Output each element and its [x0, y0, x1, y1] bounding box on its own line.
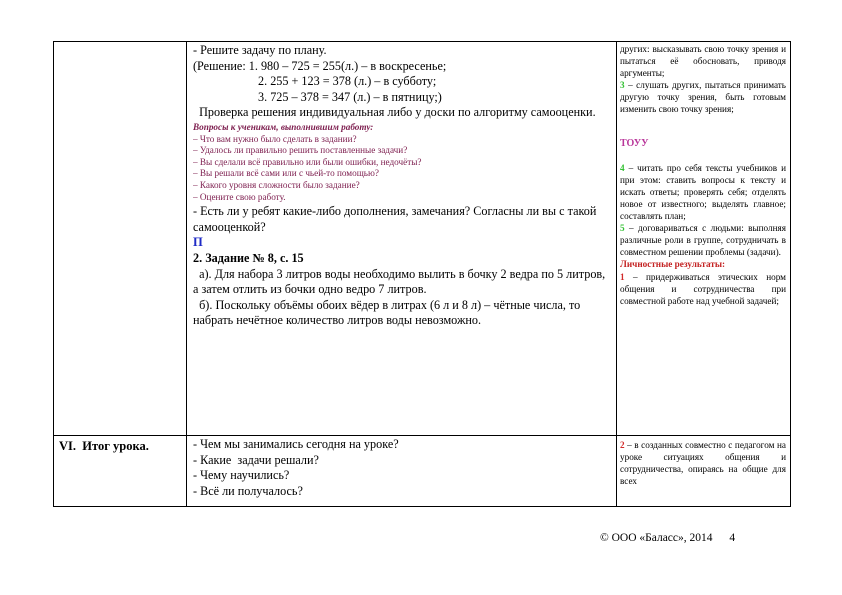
result-text: – договариваться с людьми: выполняя различные роли в группе, сотрудничать в совместном решении проблемы (задачи).: [620, 223, 786, 258]
table-divider-2: [616, 41, 617, 507]
page-number: 4: [729, 532, 736, 544]
discussion-text: - Есть ли у ребят какие-либо дополнения, замечания? Согласны ли вы с такой самооценкой?: [193, 204, 597, 234]
personal-result-2: [620, 439, 786, 487]
task-answer-a: а). Для набора 3 литров воды необходимо вылить в бочку 2 ведра по 5 литров, а затем отлить из бочки одно ведро 7 литров.: [193, 266, 609, 297]
summary-question: - Какие задачи решали?: [193, 452, 319, 467]
results-intro: других: высказывать свою точку зрения и пытаться её обосновать, приводя аргументы;: [620, 44, 786, 79]
page-footer: [600, 532, 735, 544]
result-number: 4: [620, 162, 625, 173]
check-text: Проверка решения индивидуальная либо у доски по алгоритму самооценки.: [193, 105, 596, 120]
row1-results-cell: [620, 43, 786, 433]
summary-question: - Чему научились?: [193, 468, 290, 483]
table-border-top: [53, 41, 791, 42]
stage-label-cell: [59, 439, 184, 459]
result-text: – в созданных совместно с педагогом на уроке ситуациях общения и сотрудничества, опираясь на общие для всех: [620, 440, 786, 487]
task-answer-b: б). Поскольку объёмы обоих вёдер в литрах (6 л и 8 л) – чётные числа, то набрать нечётное количество литров воды невозможно.: [193, 297, 584, 328]
lesson-table: [53, 41, 791, 507]
solution-line-1: (Решение: 1. 980 – 725 = 255(л.) – в воскресенье;: [193, 58, 447, 73]
result-number: 1: [620, 271, 625, 282]
row1-content-cell: [193, 43, 613, 433]
instruction-line: - Решите задачу по плану.: [193, 43, 327, 57]
personal-results-heading: Личностные результаты:: [620, 259, 726, 270]
result-number: 2: [620, 440, 625, 450]
questions-header: Вопросы к ученикам, выполнившим работу:: [193, 121, 374, 132]
stage-label: VI. Итог урока.: [59, 439, 149, 453]
table-divider-1: [186, 41, 187, 507]
question-item: – Оцените свою работу.: [193, 191, 286, 202]
table-border-bottom: [53, 506, 791, 507]
result-text: – придерживаться этических норм общения и сотрудничества при совместной работе над учебной задачей;: [620, 271, 786, 306]
copyright-text: © ООО «Баласс», 2014: [600, 532, 713, 544]
summary-question: - Чем мы занимались сегодня на уроке?: [193, 437, 399, 451]
summary-question: - Всё ли получалось?: [193, 483, 303, 498]
result-4: [620, 162, 786, 222]
question-item: – Какого уровня сложности было задание?: [193, 179, 360, 190]
table-border-left: [53, 41, 54, 507]
toyy-heading: ТОУУ: [620, 137, 649, 149]
question-item: – Вы решали всё сами или с чьей-то помощью?: [193, 168, 379, 179]
table-border-right: [790, 41, 791, 507]
task-title: 2. Задание № 8, с. 15: [193, 250, 304, 265]
row2-content-cell: [193, 437, 613, 505]
question-item: – Удалось ли правильно решить поставленные задачи?: [193, 145, 408, 156]
personal-result-1: [620, 271, 786, 307]
question-item: – Вы сделали всё правильно или были ошибки, недочёты?: [193, 156, 422, 167]
result-3: [620, 79, 786, 115]
solution-line-2: 2. 255 + 123 = 378 (л.) – в субботу;: [258, 74, 437, 89]
result-number: 3: [620, 80, 625, 91]
question-item: – Что вам нужно было сделать в задании?: [193, 133, 357, 144]
result-text: – читать про себя тексты учебников и при этом: ставить вопросы к тексту и искать ответы; проверять себя; отделять новое от известного; выделять главное; составлять план;: [620, 162, 786, 222]
result-number: 5: [620, 223, 625, 234]
result-text: – слушать других, пытаться принимать другую точку зрения, быть готовым изменить свою точку зрения;: [620, 80, 786, 115]
row-separator: [53, 435, 791, 436]
result-5: [620, 222, 786, 258]
solution-line-3: 3. 725 – 378 = 347 (л.) – в пятницу;): [258, 89, 442, 104]
marker-p: П: [193, 235, 203, 250]
row2-results-cell: [620, 439, 786, 505]
